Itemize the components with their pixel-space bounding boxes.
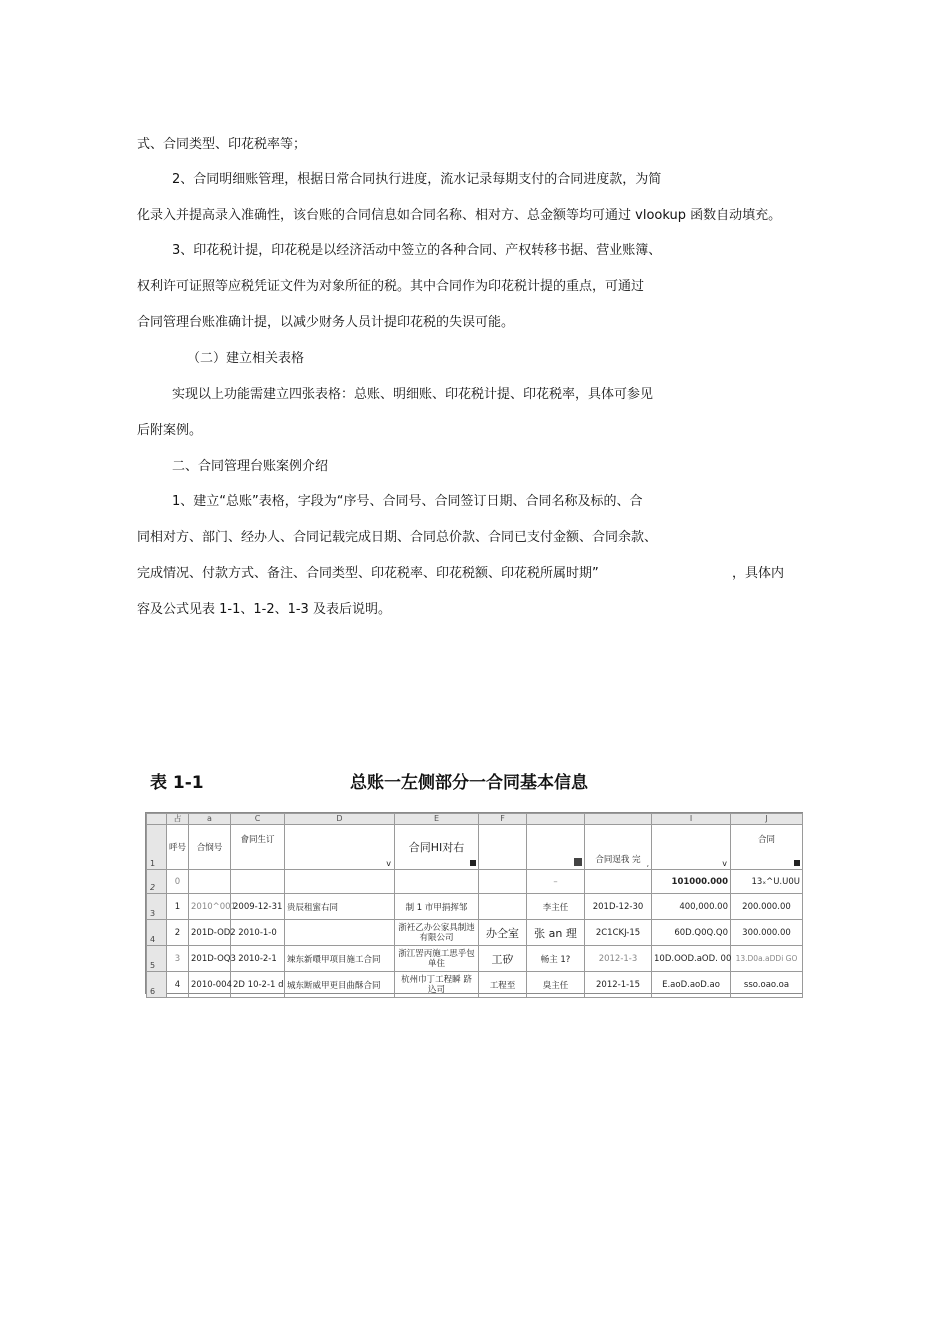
cell: 浙江罟丙施工思乎包单住 [395, 946, 479, 972]
header-cell: 合悯号 [189, 825, 231, 870]
paragraph-line-2: 2、合同明细账管理，根据日常合同执行进度，流水记录每期支付的合同进度款，为简 [172, 172, 662, 187]
cell: sso.oao.oa [731, 972, 803, 998]
paid-amount-cell: 13ₓ^U.U0U [731, 870, 803, 894]
row-number: 6 [147, 972, 167, 998]
table-caption-title: 总账一左侧部分一合同基本信息 [350, 773, 588, 793]
cell: 400,000.00 [652, 894, 731, 920]
cell: 城东断威甲更目曲酥合同 [285, 972, 395, 998]
header-cell: 呼号 [167, 825, 189, 870]
cell: 201D-OD2 [189, 920, 231, 946]
paragraph-line-1: 式、合同类型、印花税率等； [137, 137, 307, 152]
cell: 2 [167, 920, 189, 946]
cell: 2010-2-1 [231, 946, 285, 972]
cell [395, 870, 479, 894]
paragraph-line-6: 合同管理台账准确计提，以减少财务人员计提印花税的失误可能。 [137, 315, 515, 330]
header-cell [731, 825, 803, 870]
paragraph-line-8: 后附案例。 [137, 423, 203, 438]
paragraph-line-10: 同相对方、部门、经办人、合同记载完成日期、合同总价款、合同已支付金额、合同余款、 [137, 530, 658, 545]
cell: 竦东新噮甲项目施工合同 [285, 946, 395, 972]
paragraph-line-7: 实现以上功能需建立四张表格：总账、明细账、印花税计提、印花税率，具体可参见 [172, 387, 654, 402]
paragraph-line-5: 权利许可证照等应税凭证文件为对象所征的税。其中合同作为印花税计提的重点，可通过 [137, 279, 645, 294]
cell: 2012-1-3 [585, 946, 652, 972]
filter-square-icon [470, 860, 476, 866]
cell: – [527, 870, 585, 894]
header-cell [285, 825, 395, 870]
column-letter-row [147, 814, 803, 825]
table-row [147, 972, 803, 998]
cell: 2C1CKJ-15 [585, 920, 652, 946]
header-cell [652, 825, 731, 870]
row-number: 4 [147, 920, 167, 946]
col-letter: J [731, 814, 803, 825]
filter-square-icon [794, 860, 800, 866]
table-caption-label: 表 1-1 [150, 773, 204, 793]
paragraph-line-9: 1、建立“总账”表格，字段为“序号、合同号、合同签订日期、合同名称及标的、合 [172, 494, 643, 509]
header-cell-text: 合同HI对右 [408, 841, 465, 854]
header-cell [395, 825, 479, 870]
col-letter [527, 814, 585, 825]
header-cell [479, 825, 527, 870]
header-cell-text: 合同 [757, 835, 775, 845]
cell: 李主任 [527, 894, 585, 920]
dropdown-arrow-icon: v [386, 859, 391, 868]
header-cell: 會同生订 [231, 825, 285, 870]
header-cell [527, 825, 585, 870]
cell [285, 870, 395, 894]
section-heading-case: 二、合同管理台账案例介绍 [172, 459, 329, 474]
header-cell [585, 825, 652, 870]
cell: 201D-12-30 [585, 894, 652, 920]
cell: 杭州巾丁工程瞬 跻込司 [395, 972, 479, 998]
tick-icon: , [646, 860, 649, 868]
ledger-spreadsheet [145, 812, 803, 994]
table-row [147, 920, 803, 946]
col-letter: C [231, 814, 285, 825]
cell [285, 920, 395, 946]
paragraph-line-11-tail: ，具体内 [732, 566, 785, 581]
summary-row [147, 870, 803, 894]
total-amount-cell: 101000.000 [652, 870, 731, 894]
section-heading-tables: （二）建立相关表格 [187, 351, 305, 366]
cell: 0 [167, 870, 189, 894]
cell: 畅主 1? [527, 946, 585, 972]
cell: 浙衽乙办公家具制违有限公司 [395, 920, 479, 946]
col-letter: a [189, 814, 231, 825]
row-number: 2 [147, 870, 167, 894]
cell: 201D-OQ3 [189, 946, 231, 972]
row-number: 5 [147, 946, 167, 972]
col-letter: F [479, 814, 527, 825]
row-number: 3 [147, 894, 167, 920]
col-letter: 占 [167, 814, 189, 825]
cell: 2010^001 [189, 894, 231, 920]
paragraph-line-11: 完成情况、付款方式、备注、合同类型、印花税率、印花税额、印花税所属时期” [137, 566, 599, 581]
cell: 工程至 [479, 972, 527, 998]
cell: 300.000.00 [731, 920, 803, 946]
col-letter: I [652, 814, 731, 825]
cell: 2009-12-31 [231, 894, 285, 920]
cell: 1 [167, 894, 189, 920]
col-letter: E [395, 814, 479, 825]
cell: 2010-004 [189, 972, 231, 998]
cell: 10D.OOD.aOD. 00 [652, 946, 731, 972]
cell: 臭主任 [527, 972, 585, 998]
cell [231, 870, 285, 894]
table-row [147, 894, 803, 920]
cell [189, 870, 231, 894]
cell: 制 1 市甲捐挥邹 [395, 894, 479, 920]
dropdown-arrow-icon: v [722, 859, 727, 868]
cell: 贵辰租蜜右同 [285, 894, 395, 920]
corner-cell [147, 814, 167, 825]
col-letter [585, 814, 652, 825]
col-letter: D [285, 814, 395, 825]
table-row [147, 946, 803, 972]
paragraph-line-3: 化录入并提高录入准确性，该台账的合同信息如合同名称、相对方、总金额等均可通过 vlookup 函数自动填充。 [137, 208, 782, 223]
cell: 办仝室 [479, 920, 527, 946]
table-header-row [147, 825, 803, 870]
cell [585, 870, 652, 894]
header-cell-text: 合同逞我 完 [595, 855, 641, 865]
cell [479, 894, 527, 920]
cell: 2010-1-0 [231, 920, 285, 946]
filter-square-icon [574, 858, 582, 866]
paragraph-line-4: 3、印花税计提，印花税是以经济活动中签立的各种合同、产权转移书据、营业账簿、 [172, 243, 662, 258]
row-number: 1 [147, 825, 167, 870]
cell [479, 870, 527, 894]
cell: 张 an 理 [527, 920, 585, 946]
cell: E.aoD.aoD.ao [652, 972, 731, 998]
paragraph-line-12: 容及公式见表 1-1、1-2、1-3 及表后说明。 [137, 602, 391, 617]
cell: 工矽 [479, 946, 527, 972]
cell: 13.D0a.aDDi GO [731, 946, 803, 972]
cell: 4 [167, 972, 189, 998]
ledger-table [146, 813, 803, 998]
cell: 2012-1-15 [585, 972, 652, 998]
cell: 2D 10-2-1 d [231, 972, 285, 998]
cell: 60D.Q0Q.Q0 [652, 920, 731, 946]
cell: 3 [167, 946, 189, 972]
cell: 200.000.00 [731, 894, 803, 920]
